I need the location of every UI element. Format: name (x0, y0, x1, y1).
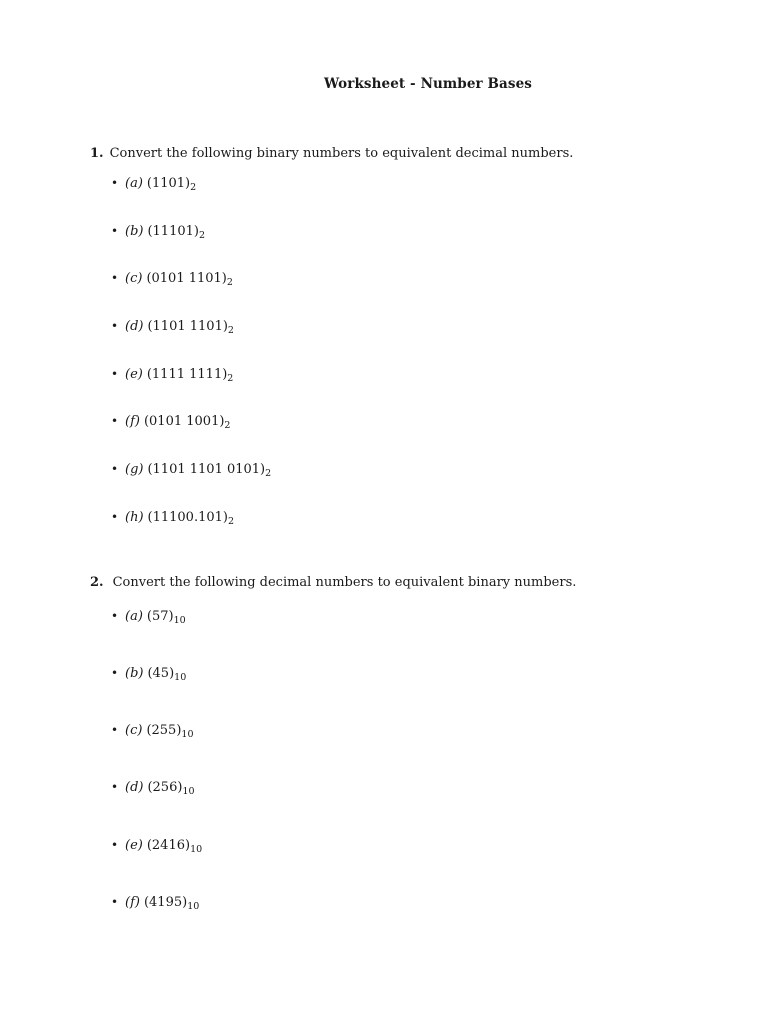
list-item (111, 319, 234, 336)
item-base: 2 (198, 230, 206, 241)
item-base: 2 (227, 325, 234, 336)
item-value: (256) (147, 780, 183, 795)
bullet-icon: • (111, 723, 119, 737)
page-title: Worksheet - Number Bases (324, 76, 532, 92)
item-label: (a) (125, 609, 143, 624)
item-label: (f) (125, 414, 140, 429)
question-text: Convert the following decimal numbers to equivalent binary numbers. (112, 575, 577, 590)
item-base: 2 (265, 468, 272, 479)
item-value: (1101 1101) (147, 319, 228, 334)
item-label: (d) (125, 319, 144, 334)
item-label: (c) (125, 723, 143, 738)
item-value: (0101 1101) (146, 271, 227, 286)
item-value: (2416) (146, 838, 191, 853)
bullet-icon: • (111, 414, 119, 428)
bullet-icon: • (111, 510, 119, 524)
item-value: (255) (146, 723, 182, 738)
item-base: 10 (181, 729, 194, 740)
bullet-icon: • (111, 367, 119, 381)
item-base: 2 (226, 277, 233, 288)
question-1-heading (90, 146, 573, 161)
bullet-icon: • (111, 176, 119, 190)
list-item (111, 414, 230, 431)
item-label: (b) (125, 224, 144, 239)
item-base: 10 (187, 901, 200, 912)
item-label: (d) (125, 780, 144, 795)
item-base: 10 (174, 672, 187, 683)
question-text: Convert the following binary numbers to equivalent decimal numbers. (109, 146, 574, 161)
bullet-icon: • (111, 838, 119, 852)
item-label: (a) (125, 176, 143, 191)
item-base: 2 (227, 516, 235, 527)
item-base: 2 (227, 373, 234, 384)
item-label: (f) (125, 895, 140, 910)
item-value: (45) (147, 666, 175, 681)
bullet-icon: • (111, 895, 119, 909)
list-item (111, 176, 196, 193)
item-value: (57) (146, 609, 174, 624)
list-item (111, 780, 195, 797)
question-2-heading (90, 575, 576, 590)
bullet-icon: • (111, 666, 119, 680)
list-item (111, 510, 234, 527)
item-value: (11100.101) (147, 510, 228, 525)
item-value: (0101 1001) (143, 414, 225, 429)
item-value: (1111 1111) (146, 367, 228, 382)
item-label: (g) (125, 462, 144, 477)
item-value: (11101) (147, 224, 199, 239)
bullet-icon: • (111, 271, 119, 285)
item-label: (e) (125, 838, 143, 853)
question-number: 2. (90, 575, 104, 590)
item-label: (h) (125, 510, 144, 525)
bullet-icon: • (111, 319, 119, 333)
question-number: 1. (90, 146, 104, 161)
bullet-icon: • (111, 609, 119, 623)
item-base: 10 (190, 844, 203, 855)
bullet-icon: • (111, 224, 119, 238)
list-item (111, 838, 202, 855)
list-item (111, 271, 233, 288)
item-base: 2 (224, 420, 231, 431)
item-value: (4195) (143, 895, 188, 910)
item-label: (e) (125, 367, 143, 382)
list-item (111, 224, 205, 241)
list-item (111, 666, 186, 683)
item-base: 10 (173, 615, 186, 626)
list-item (111, 609, 186, 626)
item-label: (b) (125, 666, 144, 681)
list-item (111, 367, 233, 384)
bullet-icon: • (111, 462, 119, 476)
item-base: 10 (182, 786, 195, 797)
item-base: 2 (190, 182, 197, 193)
item-value: (1101) (146, 176, 191, 191)
bullet-icon: • (111, 780, 119, 794)
list-item (111, 895, 199, 912)
list-item (111, 462, 271, 479)
list-item (111, 723, 194, 740)
item-label: (c) (125, 271, 143, 286)
item-value: (1101 1101 0101) (147, 462, 266, 477)
